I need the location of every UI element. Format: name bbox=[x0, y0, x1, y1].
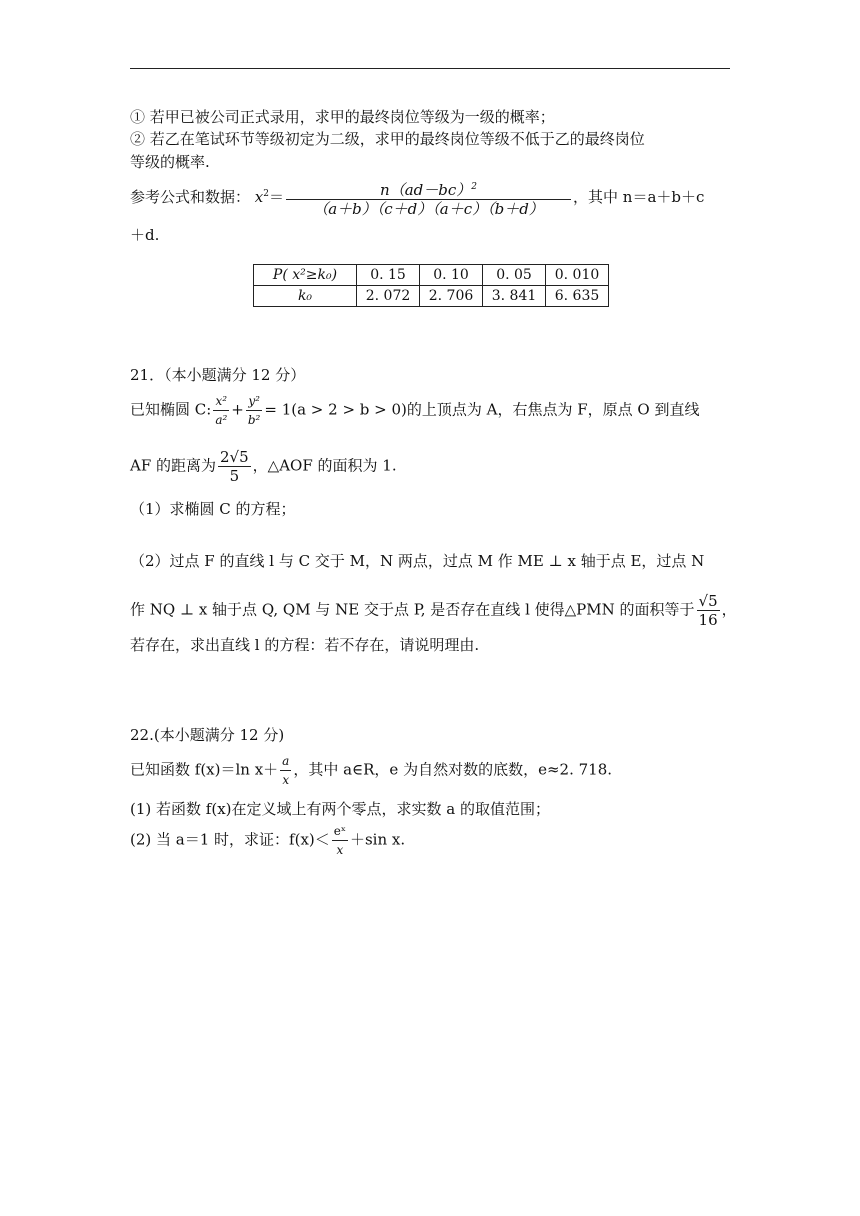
q21-stem-line-1: 已知椭圆 C: $\frac{\text{x²}}{\text{a²}}$ + $\frac{\text{y²}}{\text{b²}}$ = 1(a > 2 > b > 0)的上顶点为 A，右焦点为 F，原点 O 到直线 bbox=[130, 394, 700, 427]
ex-over-x-fraction: $\frac{\text{eˣ}}{x}$ bbox=[333, 824, 346, 857]
table-cell: 2. 706 bbox=[420, 286, 483, 307]
q21-part-2-line-3: 若存在，求出直线 l 的方程：若不存在，请说明理由. bbox=[130, 636, 480, 654]
q22-stem: 已知函数 f(x)＝ln x＋ $\frac{a}{x}$ ，其中 a∈R，e 为自然对数的底数，e≈2. 718. bbox=[130, 754, 613, 787]
formula-lead: 参考公式和数据： bbox=[130, 188, 251, 206]
table-row bbox=[254, 265, 609, 286]
q21-title: 21．（本小题满分 12 分） bbox=[130, 366, 306, 384]
q20-item-1: ① 若甲已被公司正式录用，求甲的最终岗位等级为一级的概率； bbox=[130, 108, 555, 126]
table-cell: 2. 072 bbox=[357, 286, 420, 307]
q22-part-2: (2) 当 a＝1 时，求证：f(x)＜ $\frac{\text{eˣ}}{x}$ ＋sin x. bbox=[130, 824, 406, 857]
formula-tail: ，其中 n＝a＋b＋c bbox=[573, 188, 705, 206]
ellipse-y-fraction: $\frac{\text{y²}}{\text{b²}}$ bbox=[247, 394, 261, 427]
formula-tail-2: ＋d. bbox=[130, 226, 160, 244]
q21-part-2-line-2: 作 NQ ⊥ x 轴于点 Q, QM 与 NE 交于点 P, 是否存在直线 l 使得△PMN 的面积等于 $\frac{√5}{16}$ ， bbox=[130, 592, 737, 629]
q20-item-2-line-2: 等级的概率. bbox=[130, 153, 210, 171]
q22-part-1: (1) 若函数 f(x)在定义域上有两个零点，求实数 a 的取值范围； bbox=[130, 800, 550, 818]
table-cell: 6. 635 bbox=[546, 286, 609, 307]
ellipse-x-fraction: $\frac{\text{x²}}{\text{a²}}$ bbox=[215, 394, 228, 427]
q21-stem-b-post: ，△AOF 的面积为 1. bbox=[252, 456, 397, 475]
q22-title: 22.(本小题满分 12 分) bbox=[130, 726, 285, 744]
q21-part-2-pre: 作 NQ ⊥ x 轴于点 Q, QM 与 NE 交于点 P, 是否存在直线 l 使得△PMN 的面积等于 bbox=[130, 600, 695, 619]
critical-value-table bbox=[253, 264, 609, 307]
table-cell: 0. 10 bbox=[420, 265, 483, 286]
q20-formula-line: 参考公式和数据： $x^2=$ $\frac{n(ad-bc)^2}{(a+b)(c+d)(a+c)(b+d)}$ ，其中 n＝a＋b＋c bbox=[130, 178, 704, 218]
q21-stem-line-2 bbox=[130, 448, 397, 485]
chi-square-numerator: $n(ad-bc)^2$ bbox=[380, 181, 477, 199]
q21-stem-post: 的上顶点为 A，右焦点为 F，原点 O 到直线 bbox=[406, 400, 700, 419]
formula-var: x bbox=[254, 188, 264, 206]
table-head-k: k₀ bbox=[254, 286, 357, 307]
chi-square-fraction bbox=[286, 178, 571, 218]
q21-stem-b-pre: AF 的距离为 bbox=[130, 456, 217, 475]
q20-item-2-line-1: ② 若乙在笔试环节等级初定为二级，求甲的最终岗位等级不低于乙的最终岗位 bbox=[130, 130, 645, 148]
table-cell: 0. 010 bbox=[546, 265, 609, 286]
table-cell: 3. 841 bbox=[483, 286, 546, 307]
q21-stem-pre: 已知椭圆 C: bbox=[130, 400, 212, 419]
table-cell: 0. 15 bbox=[357, 265, 420, 286]
table-row bbox=[254, 286, 609, 307]
distance-fraction: $\frac{2√5}{5}$ bbox=[220, 448, 249, 485]
chi-square-denominator: （a＋b）（c＋d）（a＋c）（b＋d） bbox=[286, 199, 571, 218]
table-cell: 0. 05 bbox=[483, 265, 546, 286]
table-head-prob: P( x²≥k₀) bbox=[254, 265, 357, 286]
q21-part-2-line-1: （2）过点 F 的直线 l 与 C 交于 M，N 两点，过点 M 作 ME ⊥ x 轴于点 E，过点 N bbox=[130, 552, 705, 570]
ellipse-condition: = 1(a > 2 > b > 0) bbox=[264, 400, 407, 419]
formula-eq: ＝ bbox=[269, 188, 285, 206]
q21-part-1: （1）求椭圆 C 的方程； bbox=[130, 500, 296, 518]
a-over-x-fraction: $\frac{a}{x}$ bbox=[282, 754, 290, 787]
header-rule bbox=[130, 68, 730, 69]
area-fraction: $\frac{√5}{16}$ bbox=[698, 592, 718, 629]
